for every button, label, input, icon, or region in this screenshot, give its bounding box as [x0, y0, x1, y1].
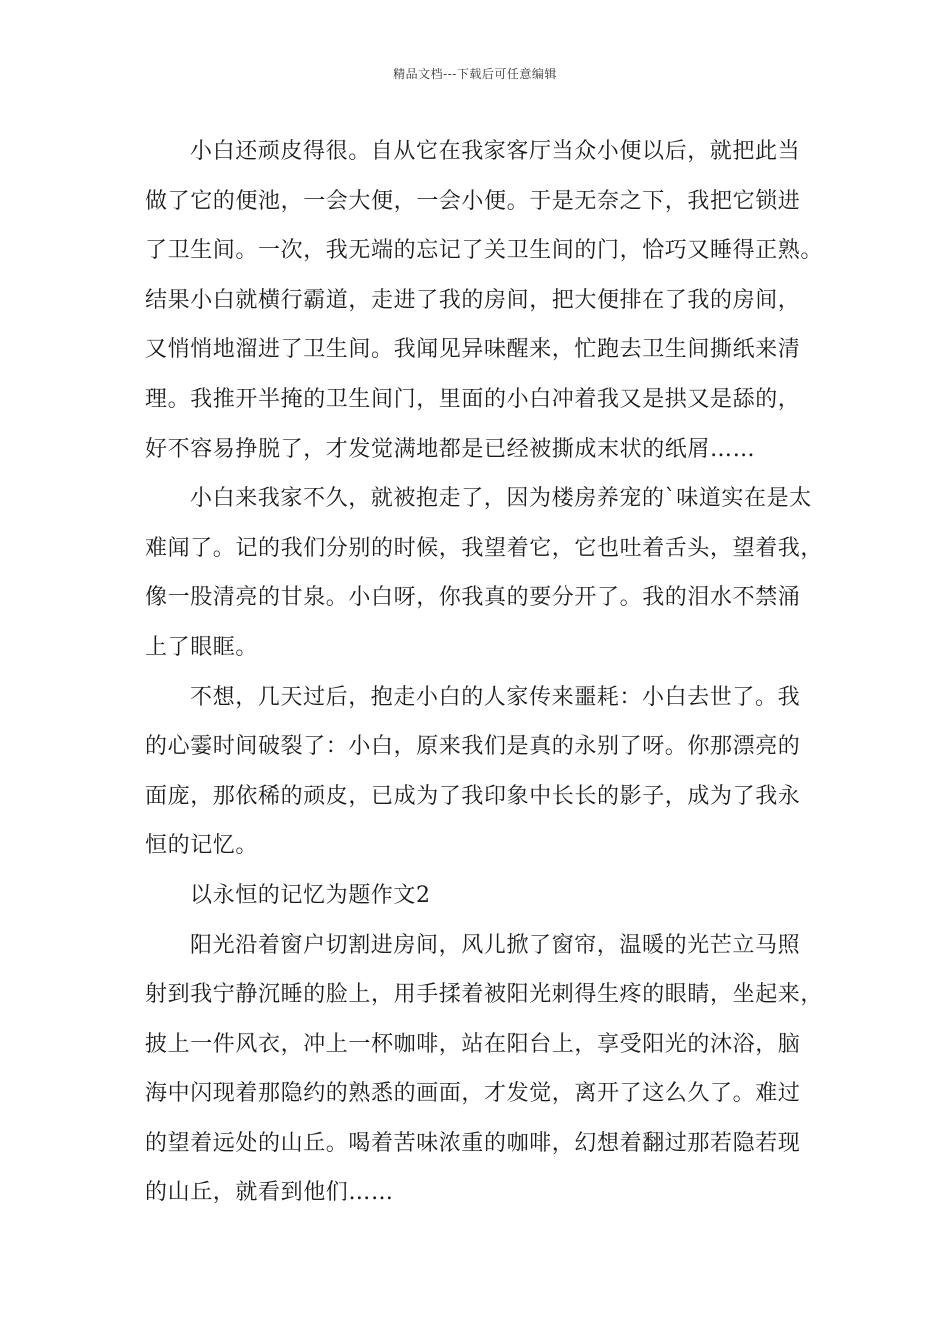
paragraph-line: 海中闪现着那隐约的熟悉的画面，才发觉，离开了这么久了。难过	[145, 1081, 801, 1107]
paragraph-line: 不想，几天过后，抱走小白的人家传来噩耗：小白去世了。我	[190, 684, 801, 710]
paragraph-line: 好不容易挣脱了，才发觉满地都是已经被撕成末状的纸屑……	[145, 436, 756, 462]
paragraph-line: 做了它的便池，一会大便，一会小便。于是无奈之下，我把它锁进	[145, 188, 801, 214]
paragraph-line: 小白还顽皮得很。自从它在我家客厅当众小便以后，就把此当	[190, 139, 801, 164]
paragraph-line: 恒的记忆。	[145, 833, 259, 859]
paragraph-line: 理。我推开半掩的卫生间门，里面的小白冲着我又是拱又是舔的，	[145, 386, 801, 412]
paragraph-line: 面庞，那依稀的顽皮，已成为了我印象中长长的影子，成为了我永	[145, 783, 801, 809]
paragraph-line: 小白来我家不久，就被抱走了，因为楼房养宠的`味道实在是太	[190, 486, 812, 512]
body-text	[145, 132, 845, 1223]
page-header: 精品文档---下载后可任意编辑	[393, 67, 557, 81]
paragraph-line: 了卫生间。一次，我无端的忘记了关卫生间的门，恰巧又睡得正熟。	[145, 238, 824, 264]
paragraph-line: 的心霎时间破裂了：小白，原来我们是真的永别了呀。你那漂亮的	[145, 734, 801, 760]
paragraph-line: 又悄悄地溜进了卫生间。我闻见异味醒来，忙跑去卫生间撕纸来清	[145, 337, 801, 363]
paragraph-line: 像一股清亮的甘泉。小白呀，你我真的要分开了。我的泪水不禁涌	[145, 585, 801, 611]
paragraph-line: 结果小白就横行霸道，走进了我的房间，把大便排在了我的房间，	[145, 287, 801, 313]
paragraph-line: 阳光沿着窗户切割进房间，风儿掀了窗帘，温暖的光芒立马照	[190, 932, 801, 958]
paragraph-line: 上了眼眶。	[145, 634, 259, 660]
paragraph-line: 难闻了。记的我们分别的时候，我望着它，它也吐着舌头，望着我，	[145, 535, 824, 561]
section-heading: 以永恒的记忆为题作文2	[190, 882, 431, 908]
paragraph-line: 披上一件风衣，冲上一杯咖啡，站在阳台上，享受阳光的沐浴，脑	[145, 1031, 801, 1057]
paragraph-line: 射到我宁静沉睡的脸上，用手揉着被阳光刺得生疼的眼睛，坐起来，	[145, 982, 824, 1008]
paragraph-line: 的望着远处的山丘。喝着苦味浓重的咖啡，幻想着翻过那若隐若现	[145, 1130, 801, 1156]
paragraph-line: 的山丘，就看到他们……	[145, 1180, 394, 1206]
